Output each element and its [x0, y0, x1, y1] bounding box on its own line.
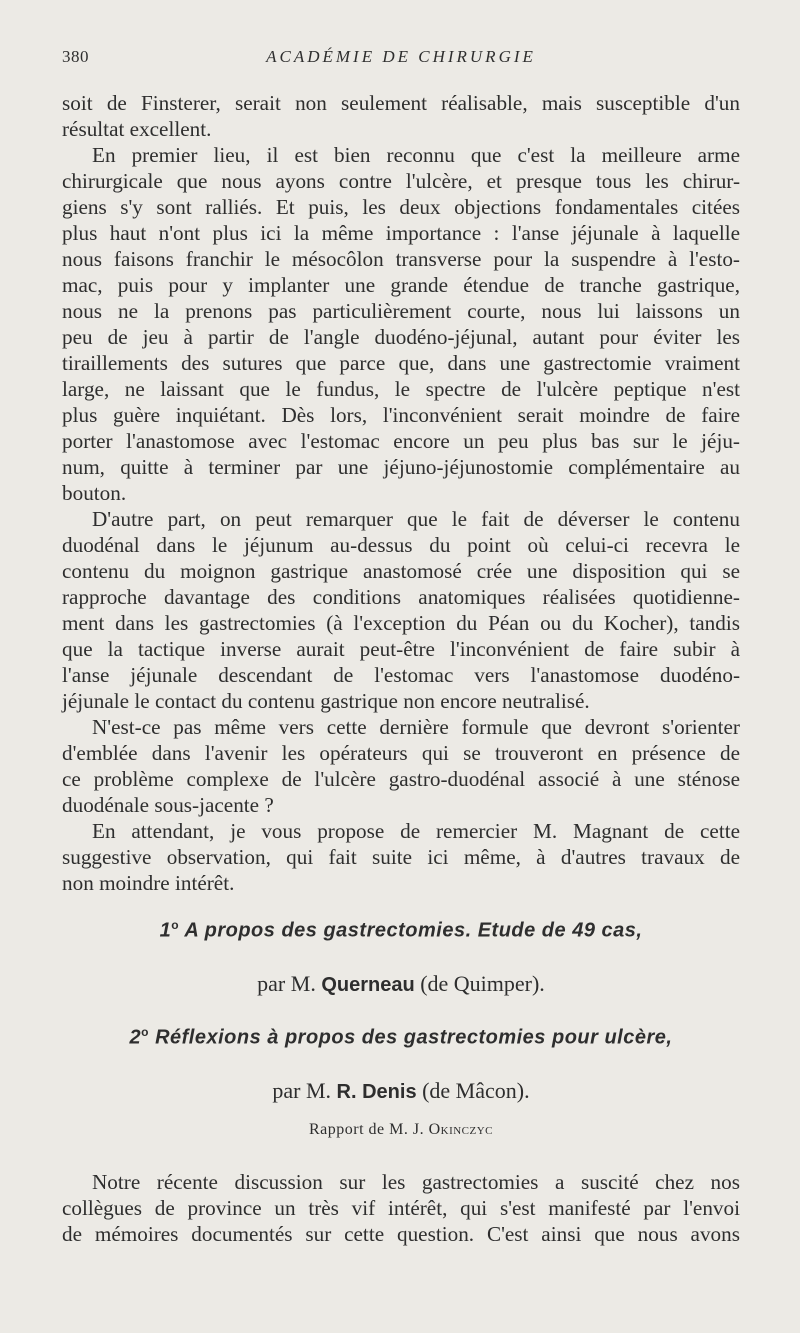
item-1-byline	[62, 971, 740, 997]
text-line: résultat excellent.	[62, 117, 212, 141]
item-1-title-text: A propos des gastrectomies. Etude de 49 cas,	[184, 919, 643, 942]
item-2-number: 2	[129, 1026, 142, 1049]
text-line: bouton.	[62, 481, 127, 505]
page-header	[62, 47, 740, 71]
item-2-author: R. Denis	[336, 1080, 417, 1103]
text-line: non moindre intérêt.	[62, 871, 235, 895]
text-line: giens s'y sont ralliés. Et puis, les deux objections fondamentales citées	[62, 195, 740, 219]
text-line: ment dans les gastrectomies (à l'exception du Péan ou du Kocher), tandis	[62, 611, 740, 635]
item-2-ordinal: o	[141, 1025, 150, 1039]
text-line: jéjunale le contact du contenu gastrique non encore neutralisé.	[62, 689, 590, 713]
text-line: plus guère inquiétant. Dès lors, l'inconvénient serait moindre de faire	[62, 403, 740, 427]
text-line: Notre récente discussion sur les gastrectomies a suscité chez nos	[92, 1170, 740, 1194]
text-line: duodénal dans le jéjunum au-dessus du point où celui-ci recevra le	[62, 533, 740, 557]
section-item-2	[62, 1025, 740, 1104]
text-line: nous faisons franchir le mésocôlon transverse pour la suspendre à l'esto-	[62, 247, 740, 271]
text-line: suggestive observation, qui fait suite ici même, à d'autres travaux de	[62, 845, 740, 869]
page-number: 380	[62, 47, 89, 66]
paragraph	[62, 1169, 740, 1247]
closing-paragraph	[62, 1169, 740, 1247]
text-line: porter l'anastomose avec l'estomac encore un peu plus bas sur le jéju-	[62, 429, 740, 453]
text-line: collègues de province un très vif intérêt, qui s'est manifesté par l'envoi	[62, 1196, 740, 1220]
text-line: num, quitte à terminer par une jéjuno-jéjunostomie complémentaire au	[62, 455, 740, 479]
text-line: plus haut n'ont plus ici la même importance : l'anse jéjunale à laquelle	[62, 221, 740, 245]
item-1-title	[62, 918, 740, 943]
paragraph	[62, 506, 740, 714]
item-1-ordinal: o	[171, 918, 180, 932]
paragraph	[62, 142, 740, 506]
text-line: nous ne la prenons pas particulièrement courte, nous lui laissons un	[62, 299, 740, 323]
text-line: de mémoires documentés sur cette question. C'est ainsi que nous avons	[62, 1222, 740, 1246]
item-2-by: par M.	[272, 1077, 332, 1103]
paragraph	[62, 714, 740, 818]
text-line: rapproche davantage des conditions anatomiques réalisées quotidienne-	[62, 585, 740, 609]
text-line: chirurgicale que nous ayons contre l'ulcère, et presque tous les chirur-	[62, 169, 740, 193]
running-title: ACADÉMIE DE CHIRURGIE	[266, 47, 536, 66]
item-2-title	[62, 1025, 740, 1050]
text-line: que la tactique inverse aurait peut-être l'inconvénient de faire subir à	[62, 637, 740, 661]
text-line: duodénale sous-jacente ?	[62, 793, 274, 817]
text-line: contenu du moignon gastrique anastomosé crée une disposition qui se	[62, 559, 740, 583]
item-1-number: 1	[159, 919, 172, 942]
article-body	[62, 90, 740, 896]
report-name: Okinczyc	[428, 1121, 494, 1138]
text-line: En premier lieu, il est bien reconnu que c'est la meilleure arme	[92, 143, 740, 167]
paragraph	[62, 818, 740, 896]
text-line: ce problème complexe de l'ulcère gastro-duodénal associé à une sténose	[62, 767, 740, 791]
text-line: soit de Finsterer, serait non seulement réalisable, mais susceptible d'un	[62, 91, 740, 115]
item-1-author: Querneau	[321, 973, 415, 996]
text-line: large, ne laissant que le fundus, le spectre de l'ulcère peptique n'est	[62, 377, 740, 401]
text-line: N'est-ce pas même vers cette dernière formule que devront s'orienter	[92, 715, 740, 739]
item-2-place: (de Mâcon).	[422, 1077, 530, 1103]
text-line: tiraillements des sutures que parce que, dans une gastrectomie vraiment	[62, 351, 740, 375]
item-2-byline	[62, 1078, 740, 1104]
report-prefix: Rapport de M. J.	[308, 1121, 425, 1138]
item-2-title-text: Réflexions à propos des gastrectomies pour ulcère,	[155, 1026, 673, 1049]
text-line: d'emblée dans l'avenir les opérateurs qui se trouveront en présence de	[62, 741, 740, 765]
text-line: D'autre part, on peut remarquer que le fait de déverser le contenu	[92, 507, 740, 531]
text-line: mac, puis pour y implanter une grande étendue de tranche gastrique,	[62, 273, 740, 297]
section-item-1	[62, 918, 740, 997]
item-1-place: (de Quimper).	[420, 970, 545, 996]
text-line: peu de jeu à partir de l'angle duodéno-jéjunal, autant pour éviter les	[62, 325, 740, 349]
report-attribution	[62, 1121, 740, 1139]
paragraph	[62, 90, 740, 142]
item-1-by: par M.	[257, 970, 316, 996]
text-line: En attendant, je vous propose de remercier M. Magnant de cette	[92, 819, 740, 843]
text-line: l'anse jéjunale descendant de l'estomac vers l'anastomose duodéno-	[62, 663, 740, 687]
